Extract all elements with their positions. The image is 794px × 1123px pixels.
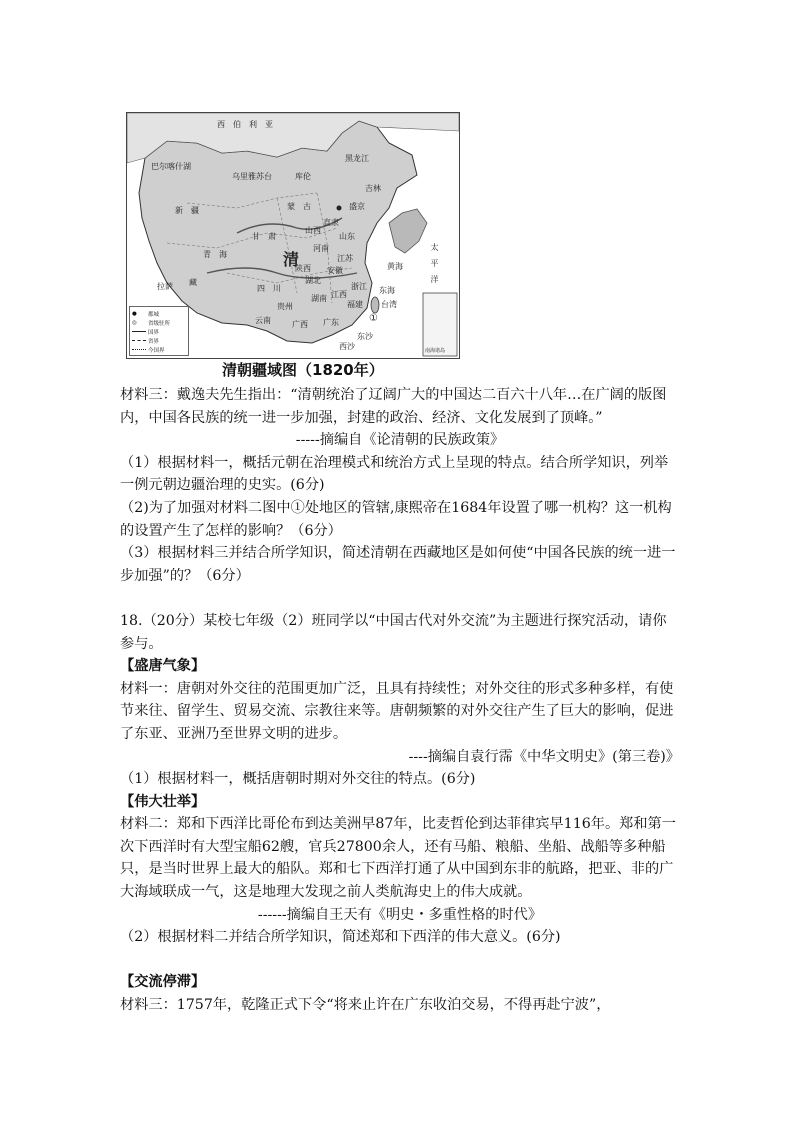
map-label-heilongjiang: 黑龙江 xyxy=(345,154,369,163)
question-18-1: （1）根据材料一，概括唐朝时期对外交往的特点。(6分) xyxy=(120,771,476,788)
map-label-taiwan: 台湾 xyxy=(381,300,397,309)
qing-territory-map xyxy=(126,112,460,359)
capital-marker xyxy=(337,206,342,211)
question-1: （1）根据材料一，概括元朝在治理模式和统治方式上呈现的特点。结合所学知识，列举一例元朝边疆治理的史实。(6分) xyxy=(120,454,669,494)
map-label-mongolia: 蒙 古 xyxy=(287,202,311,211)
map-label-xisha: 西沙 xyxy=(339,342,355,351)
map-label-circled-1: ① xyxy=(369,313,378,324)
map-label-guangxi: 广西 xyxy=(292,320,308,329)
material-1-source: ----摘编自袁行霈《中华文明史》(第三卷)》 xyxy=(408,748,680,765)
map-label-yunnan: 云南 xyxy=(255,316,271,325)
map-label-wuliyasutai: 乌里雅苏台 xyxy=(232,172,272,181)
map-label-qinghai: 青 海 xyxy=(203,250,227,259)
map-label-fujian: 福建 xyxy=(347,300,363,309)
map-caption: 清朝疆域图（1820年） xyxy=(222,361,384,379)
map-label-siberia: 西 伯 利 亚 xyxy=(217,120,273,129)
heading-zhenghe: 【伟大壮举】 xyxy=(120,793,206,810)
modern-border-line-icon xyxy=(132,349,146,350)
question-18-intro: 18.（20分）某校七年级（2）班同学以“中国古代对外交流”为主题进行探究活动，请你参与。 xyxy=(120,612,667,652)
legend-label-capital: 都城 xyxy=(148,311,160,318)
question-3: （3）根据材料三并结合所学知识，简述清朝在西藏地区是如何使“中国各民族的统一进一步加强”的？（6分） xyxy=(120,545,676,584)
map-label-hubei: 湖北 xyxy=(305,276,321,285)
question-2: （2)为了加强对材料二图中①处地区的管辖,康熙帝在1684年设置了哪一机构？这一机构的设置产生了怎样的影响？（6分） xyxy=(120,499,672,539)
map-legend xyxy=(129,306,189,356)
heading-stagnation: 【交流停滞】 xyxy=(120,974,206,991)
material-3-source: -----摘编自《论清朝的民族政策》 xyxy=(295,432,505,449)
map-label-pacific: 太 平 洋 xyxy=(430,243,439,283)
map-label-gansu: 甘 肃 xyxy=(252,232,276,241)
legend-row-province-border xyxy=(132,336,186,345)
map-label-tibet: 藏 xyxy=(189,278,197,287)
map-label-anhui: 安徽 xyxy=(327,266,343,275)
map-label-kulun: 库伦 xyxy=(295,172,311,181)
map-label-dongsha: 东沙 xyxy=(357,332,373,341)
map-label-yellow-sea: 黄海 xyxy=(387,262,403,271)
heading-tang: 【盛唐气象】 xyxy=(120,658,206,675)
map-label-guizhou: 贵州 xyxy=(277,302,293,311)
map-label-henan: 河南 xyxy=(313,244,329,253)
legend-row-modern-border xyxy=(132,345,186,354)
border-line-icon xyxy=(132,331,146,332)
map-label-nanhai: 南海诸岛 xyxy=(425,348,446,354)
material-3-qianlong: 材料三：1757年，乾隆正式下令“将来止许在广东收泊交易，不得再赴宁波”， xyxy=(120,997,611,1014)
provincial-seat-symbol-icon: ◎ xyxy=(132,319,137,326)
map-label-shengjing: 盛京 xyxy=(349,202,365,211)
map-label-zhili: 直隶 xyxy=(323,218,339,227)
map-label-guangdong: 广东 xyxy=(323,318,339,327)
map-label-shanxi: 山西 xyxy=(305,226,321,235)
map-label-china: 清 xyxy=(283,250,300,269)
legend-label-border: 国界 xyxy=(148,329,160,336)
map-label-hunan: 湖南 xyxy=(311,294,327,303)
legend-label-provincial-seat: 省级驻所 xyxy=(148,320,171,327)
map-label-balkhash: 巴尔喀什湖 xyxy=(151,162,191,171)
map-label-lhasa: 拉萨 xyxy=(157,282,173,291)
material-2-source: ------摘编自王天有《明史・多重性格的时代》 xyxy=(257,906,543,923)
map-label-shaanxi: 陕西 xyxy=(295,264,311,273)
legend-row-capital xyxy=(132,309,186,318)
taiwan-shape xyxy=(371,297,379,313)
legend-label-modern-border: 今国界 xyxy=(148,347,165,354)
map-label-jiangxi: 江西 xyxy=(331,290,347,299)
document-body xyxy=(120,384,680,1017)
material-3-qing: 材料三：戴逸夫先生指出：“清朝统治了辽阔广大的中国达二百六十八年…在广阔的版图内，中国各民族的统一进一步加强，封建的政治、经济、文化发展到了顶峰。” xyxy=(120,387,667,426)
map-label-zhejiang: 浙江 xyxy=(351,282,367,291)
question-18-2: （2）根据材料二并结合所学知识，简述郑和下西洋的伟大意义。(6分) xyxy=(120,929,561,946)
capital-symbol-icon: ● xyxy=(132,310,137,317)
province-border-line-icon xyxy=(132,340,146,341)
map-label-xinjiang: 新 疆 xyxy=(175,206,199,215)
material-2-zhenghe: 材料二：郑和下西洋比哥伦布到达美洲早87年，比麦哲伦到达菲律宾早116年。郑和第一次下西洋时有大型宝船62艘，官兵27800余人，还有马船、粮船、坐船、战船等多种船只，是当时世界上最大的船队。郑和七下西洋打通了从中国到东非的航路，把亚、非的广大海域联成一气，这是地理大发现之前人类航海史上的伟大成就。 xyxy=(120,816,676,901)
map-label-east-sea: 东海 xyxy=(379,286,395,295)
map-label-jilin: 吉林 xyxy=(365,184,381,193)
legend-label-province-border: 省界 xyxy=(148,338,160,345)
material-1-tang: 材料一：唐朝对外交往的范围更加广泛，且具有持续性；对外交往的形式多种多样，有使节来往、留学生、贸易交流、宗教往来等。唐朝频繁的对外交往产生了巨大的影响，促进了东亚、亚洲乃至世界文明的进步。 xyxy=(120,680,674,742)
legend-row-provincial-seat xyxy=(132,318,186,327)
map-label-shandong: 山东 xyxy=(339,232,355,241)
map-label-jiangsu: 江苏 xyxy=(337,254,353,263)
legend-row-border xyxy=(132,327,186,336)
map-label-sichuan: 四 川 xyxy=(257,284,281,293)
